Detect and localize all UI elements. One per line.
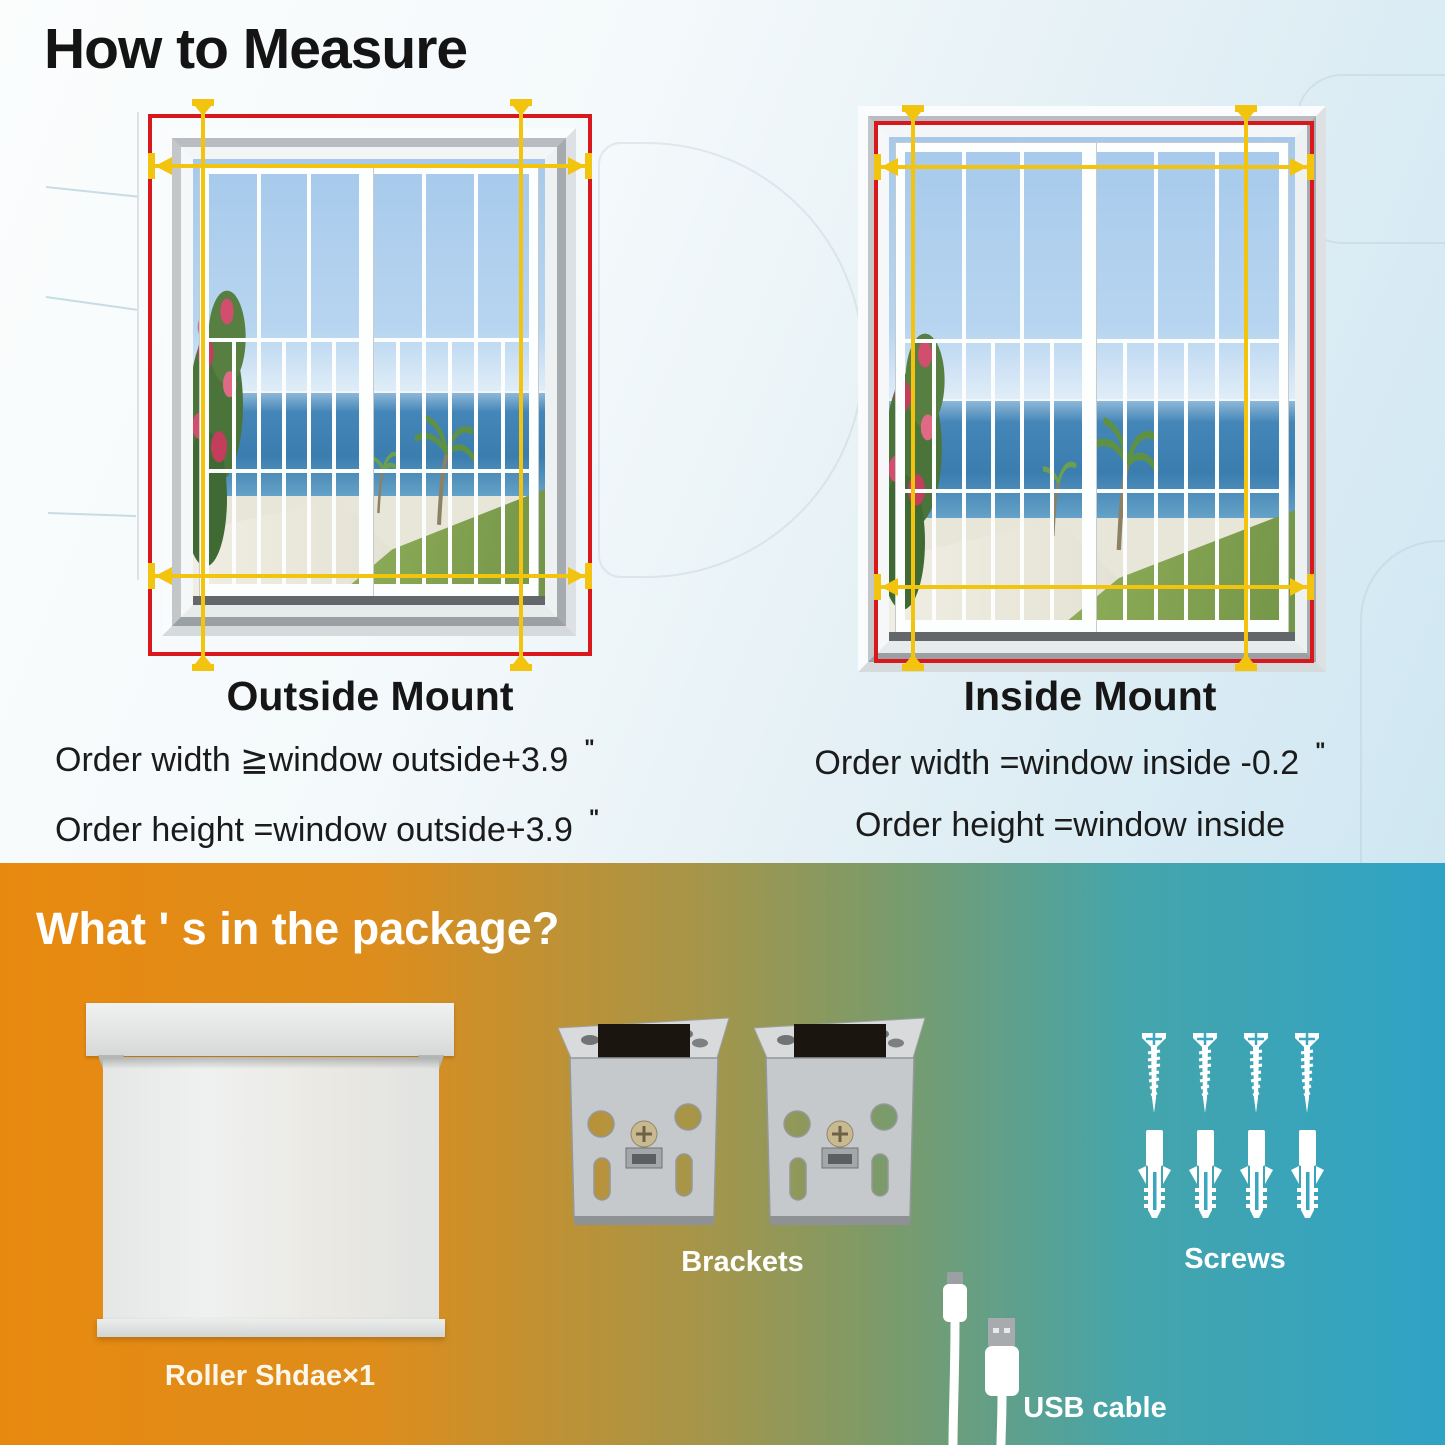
- measure-pin-icon: [902, 105, 924, 112]
- package-title: What ' s in the package?: [36, 903, 560, 954]
- rule-text: Order height =window inside: [855, 806, 1285, 844]
- window-casing: [162, 128, 576, 636]
- bracket-image: [752, 1016, 927, 1228]
- deco-wall-edge: [137, 112, 139, 580]
- window-opening: [889, 137, 1295, 641]
- width-measure-line: [881, 165, 1307, 169]
- outside-mount-heading: Outside Mount: [226, 673, 514, 719]
- measure-endcap-icon: [874, 154, 881, 180]
- bracket-image: [556, 1016, 731, 1228]
- inside-width-rule: [740, 738, 1400, 783]
- inch-unit: ": [1315, 738, 1326, 763]
- measure-pin-icon: [510, 664, 532, 671]
- window-sill-frame: [181, 147, 557, 617]
- window-sill-frame: [877, 125, 1307, 653]
- deco-line: [48, 512, 136, 517]
- window-sash-right: [361, 165, 538, 599]
- inch-unit: ": [584, 735, 595, 760]
- usb-cable-label: USB cable: [1023, 1392, 1167, 1424]
- roller-shade-fabric: [103, 1057, 439, 1319]
- package-section: [0, 863, 1445, 1445]
- measure-endcap-icon: [874, 574, 881, 600]
- rule-text: Order width ≧window outside+3.9: [55, 741, 569, 779]
- deco-line: [46, 296, 137, 311]
- measure-endcap-icon: [148, 563, 155, 589]
- width-measure-line: [881, 585, 1307, 589]
- deco-line: [46, 186, 138, 198]
- measure-endcap-icon: [148, 153, 155, 179]
- measure-endcap-icon: [1307, 574, 1314, 600]
- deco-watermark-d: [598, 142, 864, 578]
- window-molding: [172, 138, 566, 626]
- measure-pin-icon: [510, 99, 532, 106]
- window-sash-right: [1084, 143, 1288, 635]
- inside-mount-heading: Inside Mount: [963, 673, 1217, 719]
- roller-shade-label: Roller Shdae×1: [164, 1360, 376, 1392]
- width-measure-line: [155, 574, 585, 578]
- window-track: [889, 632, 1295, 641]
- screws-image: [1138, 1028, 1334, 1230]
- measure-endcap-icon: [1307, 154, 1314, 180]
- width-measure-line: [155, 164, 585, 168]
- measure-pin-icon: [1235, 664, 1257, 671]
- measure-title: How to Measure: [44, 17, 468, 81]
- roller-shade-bottom-rail: [97, 1319, 445, 1337]
- measure-endcap-icon: [585, 153, 592, 179]
- outside-height-rule: [55, 805, 599, 850]
- screws-label: Screws: [1184, 1243, 1286, 1275]
- rule-text: Order width =window inside -0.2: [814, 744, 1300, 782]
- brackets-label: Brackets: [681, 1246, 804, 1278]
- rule-text: Order height =window outside+3.9: [55, 811, 573, 849]
- measure-pin-icon: [192, 99, 214, 106]
- window-track: [193, 596, 545, 605]
- height-measure-line: [1244, 118, 1248, 658]
- measure-pin-icon: [192, 664, 214, 671]
- height-measure-line: [911, 118, 915, 658]
- roller-shade-cassette: [86, 1003, 454, 1056]
- outside-width-rule: [55, 735, 595, 780]
- measure-pin-icon: [1235, 105, 1257, 112]
- window-sash-left: [200, 165, 373, 599]
- inside-height-rule: [740, 806, 1400, 845]
- window-opening: [193, 159, 545, 605]
- window-sash-left: [896, 143, 1096, 635]
- measure-pin-icon: [902, 664, 924, 671]
- inch-unit: ": [588, 805, 600, 830]
- window-molding: [868, 116, 1316, 662]
- measure-endcap-icon: [585, 563, 592, 589]
